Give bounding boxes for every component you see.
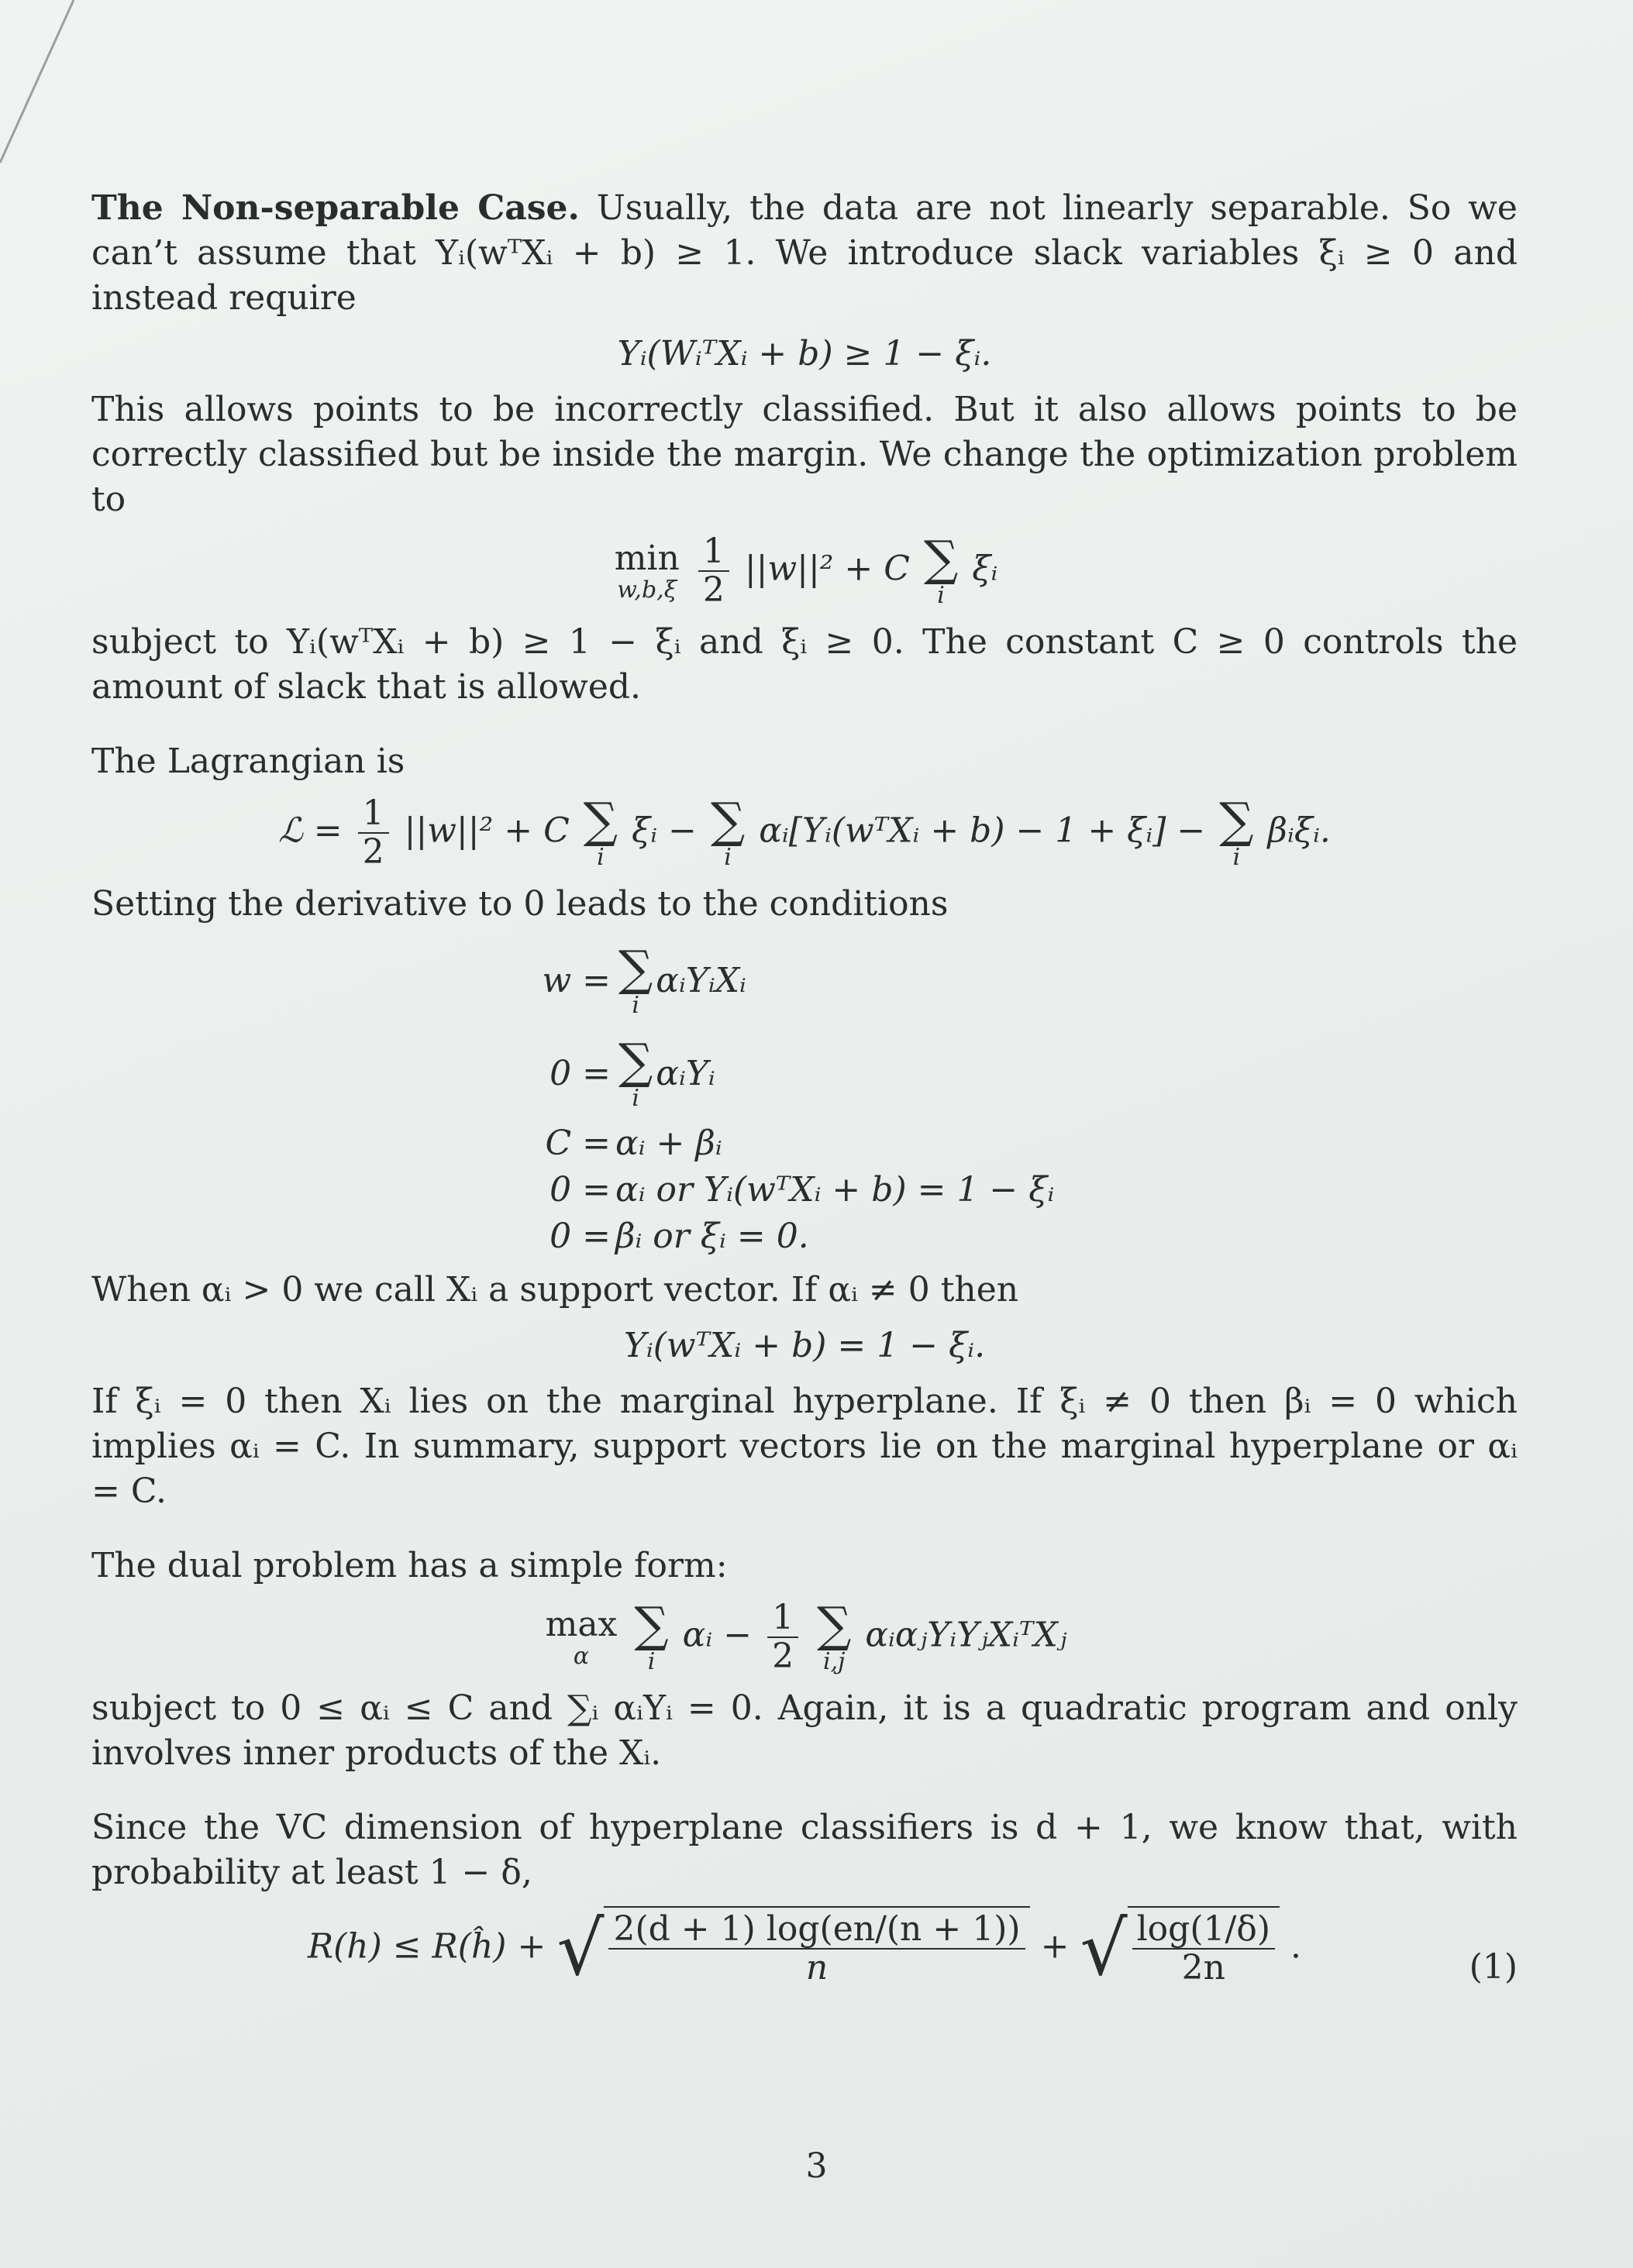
- paragraph-dual-intro: The dual problem has a simple form:: [91, 1546, 728, 1585]
- paragraph-vc-dimension: Since the VC dimension of hyperplane classifiers is d + 1, we know that, with probability at least 1 − δ,: [91, 1808, 1518, 1892]
- condition-row: 0 = βᵢ or ξᵢ = 0.: [550, 1217, 809, 1256]
- sum-operator: ∑ i: [634, 1596, 669, 1675]
- support-vector-equation: Yᵢ(wᵀXᵢ + b) = 1 − ξᵢ.: [623, 1326, 986, 1365]
- paragraph-support-vector: When αᵢ > 0 we call Xᵢ a support vector. If αᵢ ≠ 0 then: [91, 1270, 1019, 1310]
- intro-text: Usually, the data are not linearly separable. So we can’t assume that Yᵢ(wᵀXᵢ + b) ≥ 1. We introduce slack variables ξᵢ ≥ 0 and instead require: [91, 188, 1518, 318]
- half-fraction: $\frac{1}{2}$: [698, 533, 729, 609]
- condition-row: 0 = αᵢ or Yᵢ(wᵀXᵢ + b) = 1 − ξᵢ: [550, 1170, 1055, 1210]
- sqrt-term-1: √ $\frac{2(d + 1) \log(en/(n + 1))}{n}$: [556, 1906, 1029, 1991]
- min-operator: min w,b,ξ: [614, 539, 680, 604]
- paragraph-marginal-hyperplane: If ξᵢ = 0 then Xᵢ lies on the marginal hyperplane. If ξᵢ ≠ 0 then βᵢ = 0 which implies αᵢ = C. In summary, support vectors lie on the marginal hyperplane or αᵢ = C.: [91, 1382, 1518, 1511]
- paragraph-quadratic-program: subject to 0 ≤ αᵢ ≤ C and ∑ᵢ αᵢYᵢ = 0. Again, it is a quadratic program and only involves inner products of the Xᵢ.: [91, 1688, 1518, 1773]
- lagrangian-equation: ℒ = $\frac{1}{2}$ ||w||² + C ∑ i ξᵢ − ∑ i αᵢ[Yᵢ(wᵀXᵢ + b) − 1 + ξᵢ] − ∑ i βᵢξᵢ.: [278, 792, 1331, 872]
- section-heading: The Non-separable Case.: [91, 188, 580, 228]
- intro-paragraph: [91, 186, 1518, 321]
- sum-operator: ∑ i,j: [817, 1596, 852, 1675]
- paragraph-incorrect-classification: This allows points to be incorrectly classified. But it also allows points to be correctly classified but be inside the margin. We change the optimization problem to: [91, 390, 1518, 519]
- condition-row: 0 = ∑ i αᵢYᵢ: [550, 1033, 715, 1112]
- equation-number: (1): [1469, 1947, 1518, 1987]
- kkt-conditions: [533, 934, 1231, 1260]
- sum-operator: ∑ i: [923, 530, 959, 609]
- condition-row: C = αᵢ + βᵢ: [545, 1124, 722, 1163]
- objective-equation: min w,b,ξ $\frac{1}{2}$ ||w||² + C ∑ i ξᵢ: [614, 530, 998, 610]
- risk-bound-equation: R(h) ≤ R(ĥ) + √ $\frac{2(d + 1) \log(en/(n + 1))}{n}$ + √ $\frac{\log(1/\delta)}{2n}$ . (1): [308, 1905, 1518, 1992]
- dual-equation: max α ∑ i αᵢ − $\frac{1}{2}$ ∑ i,j αᵢαⱼYᵢYⱼXᵢᵀXⱼ: [545, 1596, 1067, 1676]
- condition-row: w = ∑ i αᵢYᵢXᵢ: [542, 940, 746, 1019]
- constraint-equation: Yᵢ(WᵢᵀXᵢ + b) ≥ 1 − ξᵢ.: [617, 334, 992, 373]
- page-number: 3: [805, 2146, 828, 2186]
- page-content: [91, 186, 1518, 2002]
- paragraph-derivative: Setting the derivative to 0 leads to the conditions: [91, 884, 949, 924]
- max-operator: max α: [545, 1605, 618, 1670]
- half-fraction: $\frac{1}{2}$: [358, 795, 389, 871]
- sum-operator: ∑ i: [1219, 792, 1254, 871]
- sqrt-term-2: √ $\frac{\log(1/\delta)}{2n}$: [1080, 1906, 1280, 1991]
- paragraph-lagrangian-intro: The Lagrangian is: [91, 742, 405, 781]
- paragraph-subject-to: subject to Yᵢ(wᵀXᵢ + b) ≥ 1 − ξᵢ and ξᵢ ≥ 0. The constant C ≥ 0 controls the amount of slack that is allowed.: [91, 622, 1518, 707]
- sum-operator: ∑ i: [583, 792, 618, 871]
- page-corner-shadow: [0, 0, 109, 170]
- half-fraction: $\frac{1}{2}$: [767, 1599, 798, 1675]
- sum-operator: ∑ i: [710, 792, 746, 871]
